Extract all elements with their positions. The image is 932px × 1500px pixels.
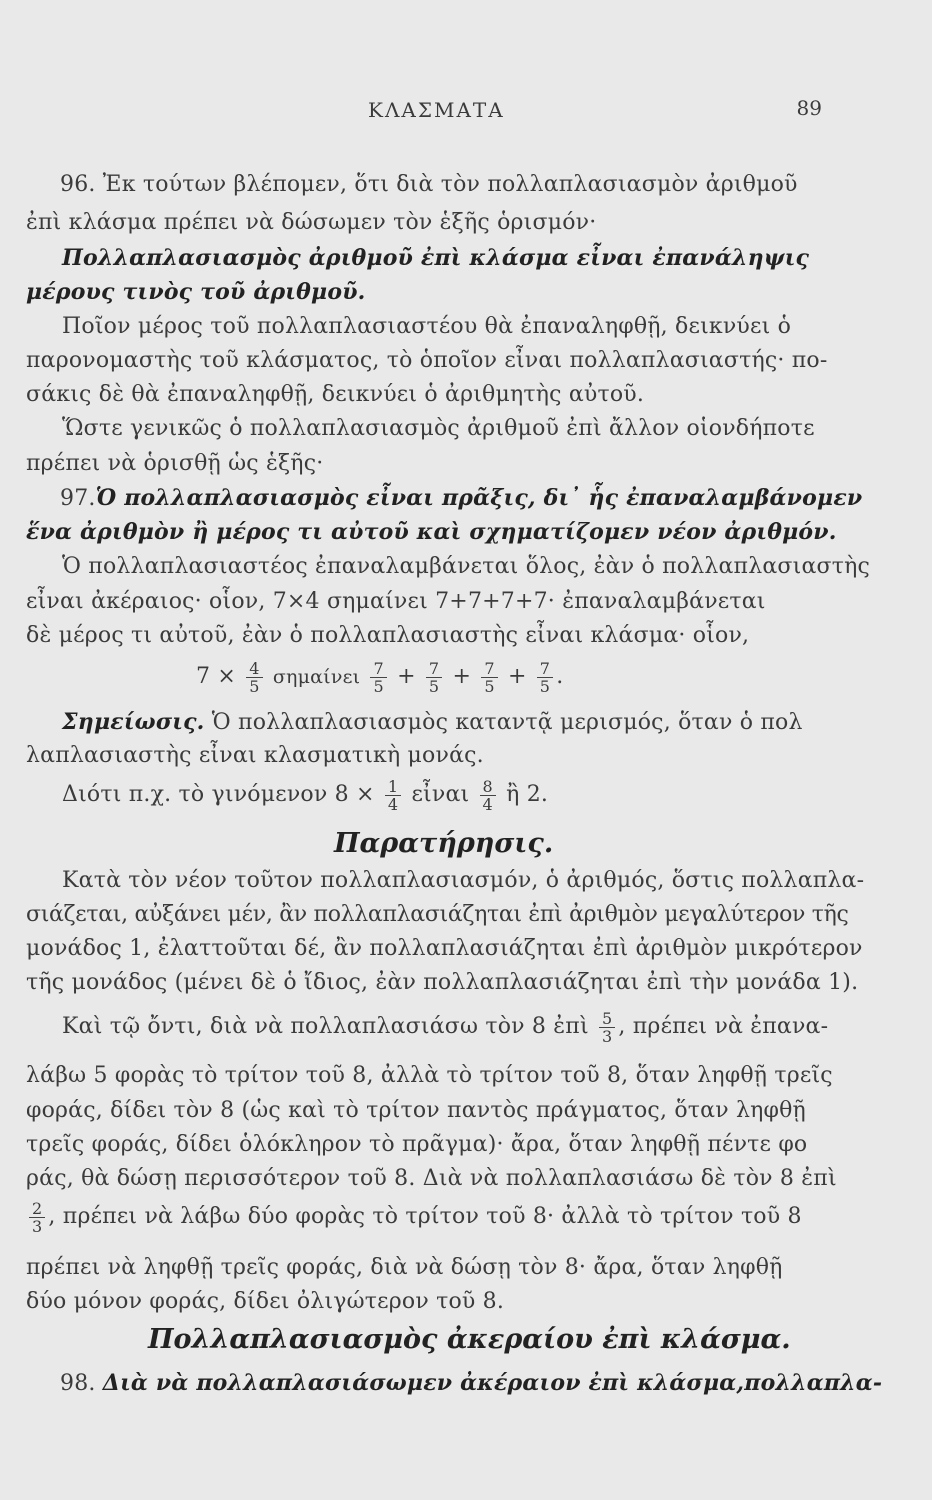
fraction-1-4: $\frac{1}{4}$: [385, 778, 401, 813]
running-header: ΚΛΑΣΜΑΤΑ: [368, 98, 505, 122]
text-line-14: δὲ μέρος τι αὐτοῦ, ἐὰν ὁ πολλαπλασιαστὴς εἶναι κλάσμα· οἷον,: [26, 623, 750, 648]
definition-line-1: Πολλαπλασιασμὸς ἀριθμοῦ ἐπὶ κλάσμα εἶναι ἐπανάληψις: [62, 245, 810, 271]
remark-line: [62, 707, 803, 738]
fraction-7-5: $\frac{7}{5}$: [481, 660, 497, 695]
remark-title: Παρατήρησις.: [334, 828, 554, 859]
fraction-7-5: $\frac{7}{5}$: [537, 660, 553, 695]
text-line-1: 96. Ἐκ τούτων βλέπομεν, ὅτι διὰ τὸν πολλαπλασιασμὸν ἀριθμοῦ: [60, 172, 798, 197]
text-line-8: Ὥστε γενικῶς ὁ πολλαπλασιασμὸς ἀριθμοῦ ἐπὶ ἄλλον οἱονδήποτε: [62, 416, 815, 441]
text-line-30: δύο μόνον φοράς, δίδει ὀλιγώτερον τοῦ 8.: [26, 1289, 505, 1314]
text-line-12: Ὁ πολλαπλασιαστέος ἐπαναλαμβάνεται ὅλος, ἐὰν ὁ πολλαπλασιαστὴς: [62, 554, 870, 579]
definition-line-2: μέρους τινὸς τοῦ ἀριθμοῦ.: [26, 279, 366, 305]
definition-97: [60, 483, 862, 514]
text-line-9: πρέπει νὰ ὁρισθῇ ὡς ἑξῆς·: [26, 451, 324, 476]
fraction-7-5: $\frac{7}{5}$: [370, 660, 386, 695]
text-line-24: λάβω 5 φορὰς τὸ τρίτον τοῦ 8, ἀλλὰ τὸ τρίτον τοῦ 8, ὅταν ληφθῇ τρεῖς: [26, 1063, 833, 1088]
example-2: Διότι π.χ. τὸ γινόμενον 8 × $\frac{1}{4}$ εἶναι $\frac{8}{4}$ ἢ 2.: [62, 776, 549, 814]
text-line-22: τῆς μονάδος (μένει δὲ ὁ ἴδιος, ἐὰν πολλαπλασιάζηται ἐπὶ τὴν μονάδα 1).: [26, 970, 859, 995]
remark-text: Ὁ πολλαπλασιασμὸς καταντᾷ μερισμός, ὅταν ὁ πολ: [211, 710, 803, 735]
definition-97-text: Ὁ πολλαπλασιασμὸς εἶναι πρᾶξις, δι᾽ ἧς ἐπαναλαμβάνομεν: [95, 485, 863, 511]
fraction-2-3: $\frac{2}{3}$: [29, 1200, 45, 1235]
text-line-19: Κατὰ τὸν νέον τοῦτον πολλαπλασιασμόν, ὁ ἀριθμός, ὅστις πολλαπλα-: [62, 868, 865, 893]
paragraph-number-98: 98.: [60, 1371, 96, 1396]
text-line-13: εἶναι ἀκέραιος· οἷον, 7×4 σημαίνει 7+7+7+7· ἐπαναλαμβάνεται: [26, 589, 766, 614]
page-number: 89: [796, 96, 822, 120]
definition-97-line-2: ἕνα ἀριθμὸν ἢ μέρος τι αὐτοῦ καὶ σχηματίζομεν νέον ἀριθμόν.: [26, 519, 837, 545]
text-line-28: $\frac{2}{3}$ , πρέπει νὰ λάβω δύο φορὰς τὸ τρίτον τοῦ 8· ἀλλὰ τὸ τρίτον τοῦ 8: [26, 1196, 802, 1238]
remark-label: Σημείωσις.: [62, 709, 205, 735]
text-line-6: παρονομαστὴς τοῦ κλάσματος, τὸ ὁποῖον εἶναι πολλαπλασιαστής· πο-: [26, 348, 828, 373]
text-line-23: Καὶ τῷ ὄντι, διὰ νὰ πολλαπλασιάσω τὸν 8 ἐπὶ $\frac{5}{3}$ , πρέπει νὰ ἐπανα-: [62, 1008, 829, 1046]
text-line-29: πρέπει νὰ ληφθῇ τρεῖς φοράς, διὰ νὰ δώσῃ τὸν 8· ἄρα, ὅταν ληφθῇ: [26, 1255, 783, 1280]
example-equation: 7 × $\frac{4}{5}$ σημαίνει $\frac{7}{5}$ + $\frac{7}{5}$ + $\frac{7}{5}$ + $\frac{7}{5}$ .: [196, 658, 564, 696]
definition-98: [60, 1368, 882, 1399]
text-line-17: λαπλασιαστὴς εἶναι κλασματικὴ μονάς.: [26, 743, 484, 768]
definition-98-text: Διὰ νὰ πολλαπλασιάσωμεν ἀκέραιον ἐπὶ κλάσμα,πολλαπλα-: [102, 1370, 883, 1396]
paragraph-number-97: 97.: [60, 486, 96, 511]
text-line-2: ἐπὶ κλάσμα πρέπει νὰ δώσωμεν τὸν ἑξῆς ὁρισμόν·: [26, 210, 597, 235]
fraction-4-5: $\frac{4}{5}$: [246, 660, 262, 695]
section-title: Πολλαπλασιασμὸς ἀκεραίου ἐπὶ κλάσμα.: [148, 1324, 791, 1355]
text-line-7: σάκις δὲ θὰ ἐπαναληφθῇ, δεικνύει ὁ ἀριθμητὴς αὐτοῦ.: [26, 382, 645, 407]
text-line-26: τρεῖς φοράς, δίδει ὁλόκληρον τὸ πρᾶγμα)· ἄρα, ὅταν ληφθῇ πέντε φο: [26, 1132, 808, 1157]
text-line-21: μονάδος 1, ἐλαττοῦται δέ, ἂν πολλαπλασιάζηται ἐπὶ ἀριθμὸν μικρότερον: [26, 936, 863, 961]
text-line-20: σιάζεται, αὐξάνει μέν, ἂν πολλαπλασιάζηται ἐπὶ ἀριθμὸν μεγαλύτερον τῆς: [26, 902, 849, 927]
text-line-5: Ποῖον μέρος τοῦ πολλαπλασιαστέου θὰ ἐπαναληφθῇ, δεικνύει ὁ: [62, 314, 792, 339]
text-line-27: ράς, θὰ δώσῃ περισσότερον τοῦ 8. Διὰ νὰ πολλαπλασιάσω δὲ τὸν 8 ἐπὶ: [26, 1166, 837, 1191]
fraction-8-4: $\frac{8}{4}$: [480, 778, 496, 813]
fraction-7-5: $\frac{7}{5}$: [426, 660, 442, 695]
text-line-25: φοράς, δίδει τὸν 8 (ὡς καὶ τὸ τρίτον παντὸς πράγματος, ὅταν ληφθῇ: [26, 1098, 806, 1123]
fraction-5-3: $\frac{5}{3}$: [599, 1010, 615, 1045]
